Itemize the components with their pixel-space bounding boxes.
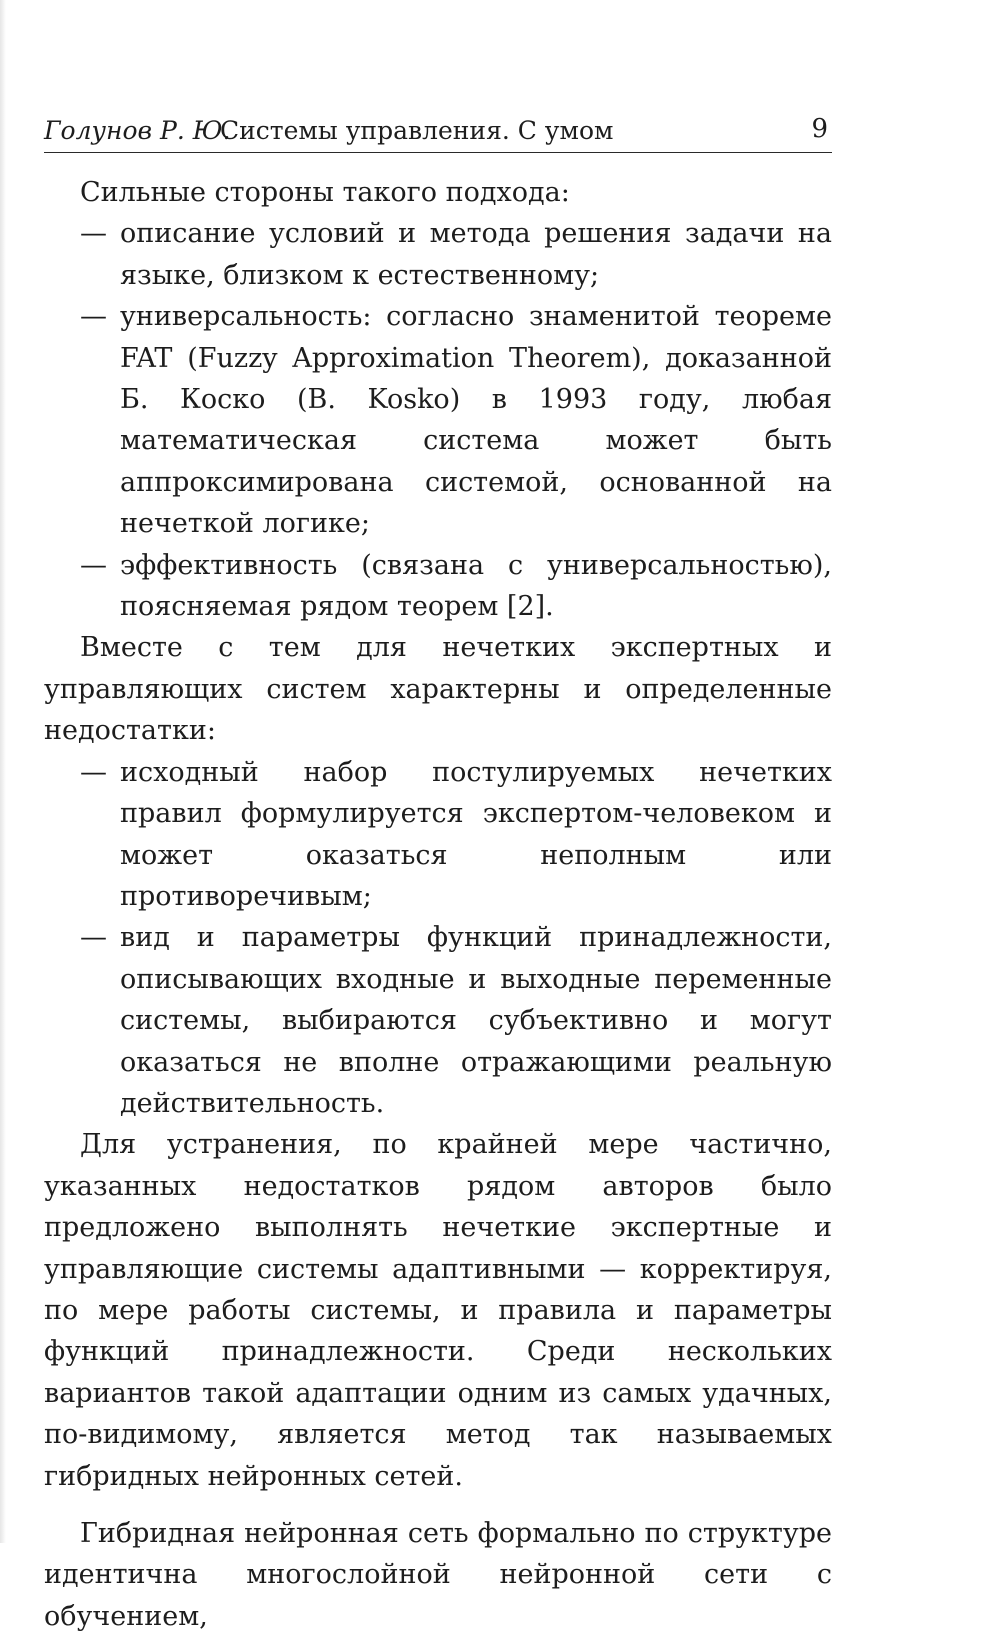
list-item-text: эффективность (связана с универсальностью), поясняемая рядом теорем [2]. xyxy=(120,549,832,623)
paragraph-strengths-intro: Сильные стороны такого подхода: xyxy=(80,177,570,208)
page-number: 9 xyxy=(811,114,828,144)
list-item-strength-1 xyxy=(44,213,832,296)
header-author: Голунов Р. Ю. xyxy=(44,116,231,145)
list-item-text: вид и параметры функций принадлежности, описывающих входные и выходные переменные системы, выбираются субъективно и могут оказаться не вполне отражающими реальную действительность. xyxy=(120,922,832,1119)
body-text xyxy=(44,172,832,1637)
paragraph-adaptive-systems: Для устранения, по крайней мере частично, указанных недостатков рядом авторов было предложено выполнять нечеткие экспертные и управляющие системы адаптивными — корректируя, по мере работы системы, и правила и параметры функций принадлежности. Среди нескольких вариантов такой адаптации одним из самых удачных, по-видимому, является метод так называемых гибридных нейронных сетей. xyxy=(44,1129,832,1492)
paragraph-hybrid-network: Гибридная нейронная сеть формально по структуре идентична многослойной нейронной сети с обучением, xyxy=(44,1518,832,1632)
list-item-strength-3 xyxy=(44,545,832,628)
list-item-drawback-2 xyxy=(44,917,832,1124)
list-dash: — xyxy=(80,549,107,581)
list-dash: — xyxy=(80,922,107,954)
list-item-text: описание условий и метода решения задачи на языке, близком к естественному; xyxy=(120,218,832,291)
list-item-text: исходный набор постулируемых нечетких правил формулируется экспертом-человеком и может оказаться неполным или противоречивым; xyxy=(120,756,832,912)
page-edge-shadow xyxy=(0,0,6,1543)
list-dash: — xyxy=(80,218,107,250)
list-dash: — xyxy=(80,756,107,788)
running-head xyxy=(44,112,832,153)
list-item-strength-2 xyxy=(44,296,832,544)
header-book-title: Системы управления. С умом xyxy=(220,116,614,145)
paragraph-drawbacks-intro: Вместе с тем для нечетких экспертных и управляющих систем характерны и определенные недостатки: xyxy=(44,632,832,747)
list-dash: — xyxy=(80,301,107,333)
list-item-drawback-1 xyxy=(44,752,832,918)
list-item-text: универсальность: согласно знаменитой теореме FAT (Fuzzy Approximation Theorem), доказанной Б. Коско (B. Kosko) в 1993 году, любая математическая система может быть аппроксимирована системой, основанной на нечеткой логике; xyxy=(120,301,832,540)
